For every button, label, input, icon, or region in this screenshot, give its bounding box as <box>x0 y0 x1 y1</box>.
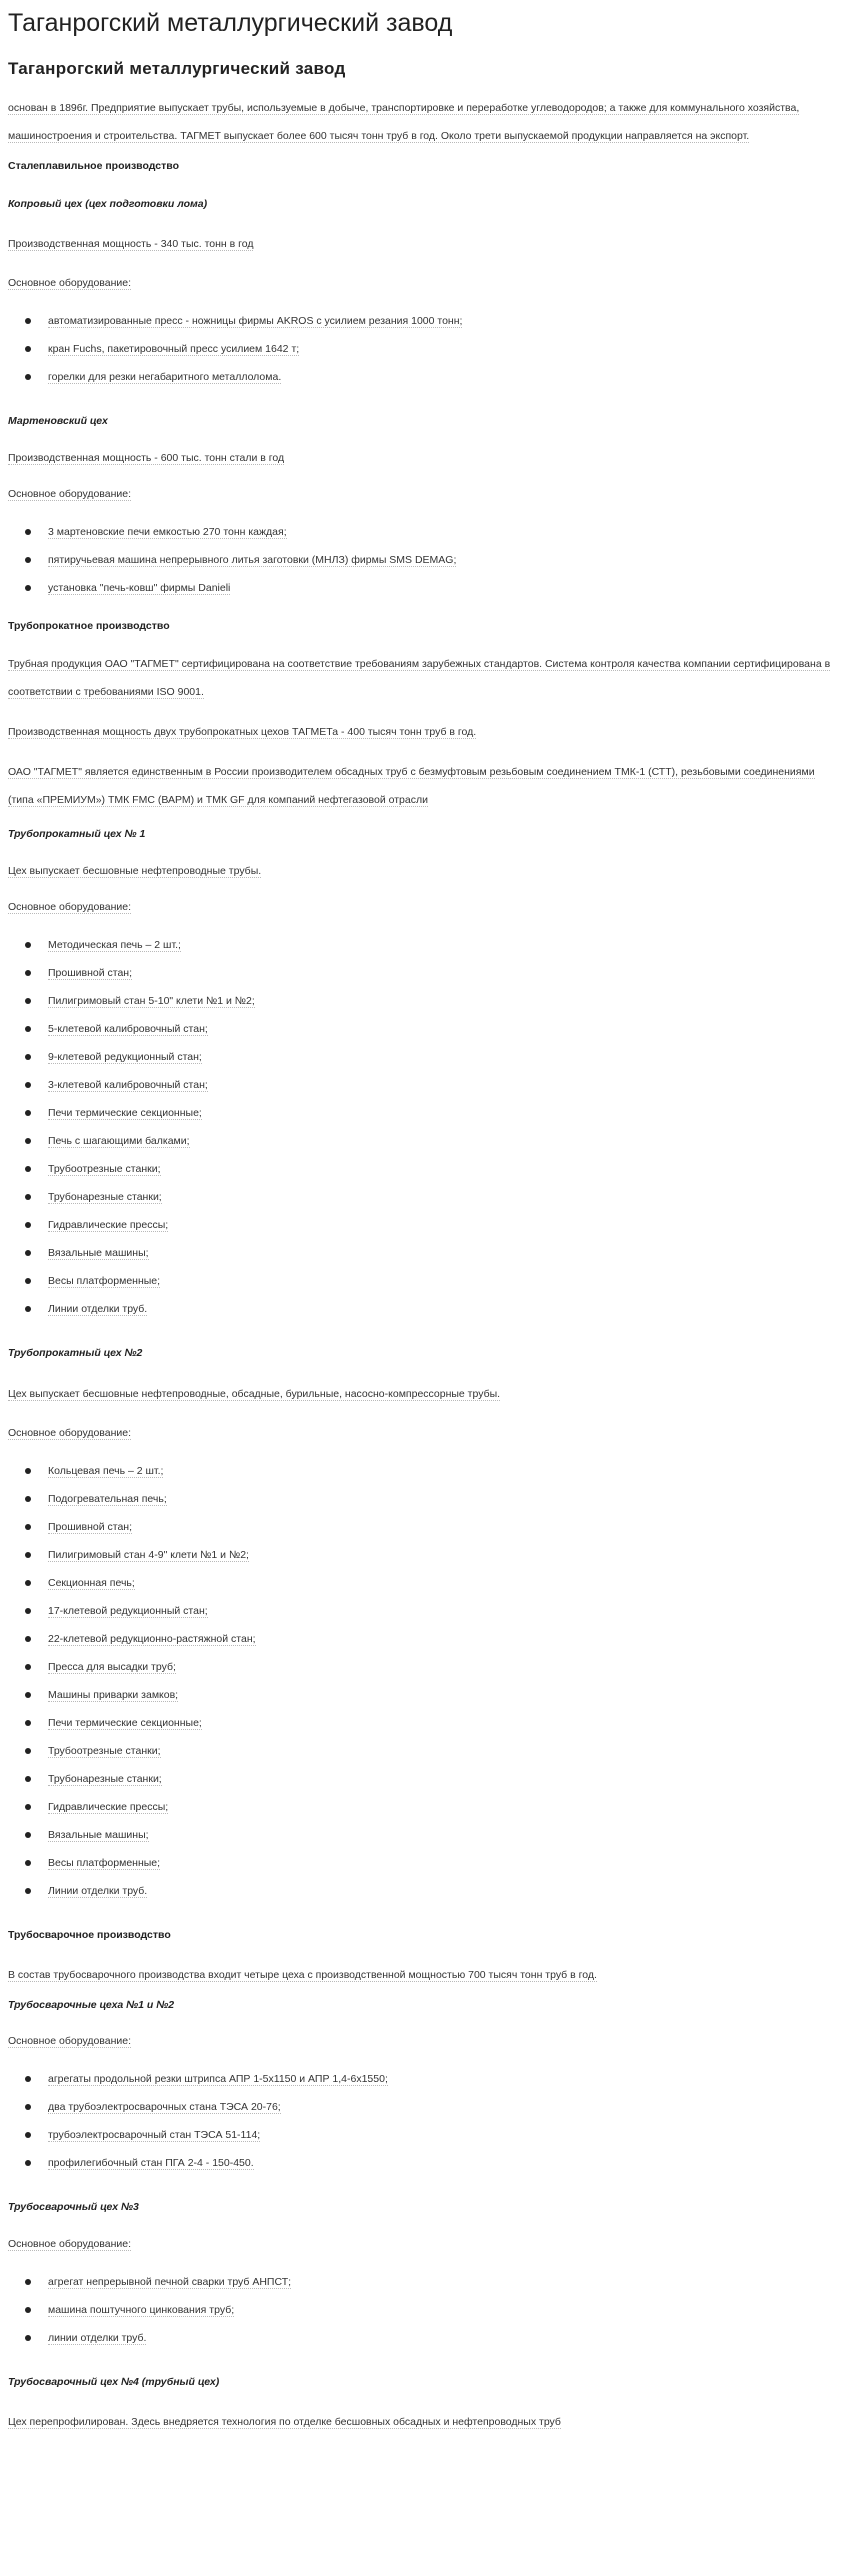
bullet-icon <box>25 346 31 352</box>
bullet-icon <box>25 1166 31 1172</box>
bullet-icon <box>25 2279 31 2285</box>
list-item: Вязальные машины; <box>24 1827 839 1855</box>
bullet-icon <box>25 998 31 1004</box>
equipment-list <box>8 937 839 1329</box>
bullet-icon <box>25 1860 31 1866</box>
list-item: 3-клетевой калибровочный стан; <box>24 1077 839 1105</box>
list-item: два трубоэлектросварочных стана ТЭСА 20-76; <box>24 2099 839 2127</box>
bullet-icon <box>25 1110 31 1116</box>
section-steelmaking <box>8 158 839 608</box>
list-item: Печи термические секционные; <box>24 1105 839 1133</box>
bullet-icon <box>25 1664 31 1670</box>
capacity-paragraph: Производственная мощность двух трубопрокатных цехов ТАГМЕТа - 400 тысяч тонн труб в год. <box>8 726 477 738</box>
list-item: Трубоотрезные станки; <box>24 1161 839 1189</box>
bullet-icon <box>25 1832 31 1838</box>
equipment-list <box>8 524 839 608</box>
capacity-text: Производственная мощность - 600 тыс. тонн стали в год <box>8 452 285 464</box>
workshop-description: Цех выпускает бесшовные нефтепроводные трубы. <box>8 865 262 877</box>
list-item: Гидравлические прессы; <box>24 1217 839 1245</box>
workshop-title: Трубосварочный цех №4 (трубный цех) <box>8 2376 220 2388</box>
section-title: Трубосварочное производство <box>8 1929 171 1941</box>
equipment-list <box>8 1463 839 1911</box>
bullet-icon <box>25 1054 31 1060</box>
list-item: Методическая печь – 2 шт.; <box>24 937 839 965</box>
list-item: Трубонарезные станки; <box>24 1771 839 1799</box>
bullet-icon <box>25 2104 31 2110</box>
list-item: Подогревательная печь; <box>24 1491 839 1519</box>
workshop-description: Цех выпускает бесшовные нефтепроводные, обсадные, бурильные, насосно-компрессорные трубы. <box>8 1388 501 1400</box>
list-item: 3 мартеновские печи емкостью 270 тонн каждая; <box>24 524 839 552</box>
workshop-title: Трубосварочный цех №3 <box>8 2201 139 2213</box>
list-item: 9-клетевой редукционный стан; <box>24 1049 839 1077</box>
bullet-icon <box>25 1496 31 1502</box>
list-item: Машины приварки замков; <box>24 1687 839 1715</box>
welding-overview-paragraph: В состав трубосварочного производства входит четыре цеха с производственной мощностью 700 тысяч тонн труб в год. <box>8 1969 597 1981</box>
bullet-icon <box>25 2160 31 2166</box>
list-item: Печь с шагающими балками; <box>24 1133 839 1161</box>
list-item: 17-клетевой редукционный стан; <box>24 1603 839 1631</box>
bullet-icon <box>25 1524 31 1530</box>
workshop-title: Трубопрокатный цех № 1 <box>8 828 146 840</box>
bullet-icon <box>25 1552 31 1558</box>
equipment-label: Основное оборудование: <box>8 488 132 500</box>
list-item: горелки для резки негабаритного металлолома. <box>24 369 839 397</box>
list-item: Вязальные машины; <box>24 1245 839 1273</box>
workshop-title: Трубосварочные цеха №1 и №2 <box>8 1999 175 2011</box>
connections-paragraph: ОАО "ТАГМЕТ" является единственным в России производителем обсадных труб с безмуфтовым резьбовым соединением ТМК-1 (СТТ), резьбовыми соединениями (типа «ПРЕМИУМ») ТМК FMC (ВАРМ) и ТМК GF для компаний нефтегазовой отрасли <box>8 766 815 806</box>
bullet-icon <box>25 1026 31 1032</box>
list-item: Линии отделки труб. <box>24 1301 839 1329</box>
bullet-icon <box>25 529 31 535</box>
equipment-label: Основное оборудование: <box>8 1427 132 1439</box>
bullet-icon <box>25 1306 31 1312</box>
bullet-icon <box>25 970 31 976</box>
list-item: машина поштучного цинкования труб; <box>24 2302 839 2330</box>
bullet-icon <box>25 1748 31 1754</box>
equipment-list <box>8 2274 839 2358</box>
bullet-icon <box>25 318 31 324</box>
list-item: Трубоотрезные станки; <box>24 1743 839 1771</box>
bullet-icon <box>25 557 31 563</box>
list-item: Весы платформенные; <box>24 1855 839 1883</box>
list-item: 22-клетевой редукционно-растяжной стан; <box>24 1631 839 1659</box>
list-item: профилегибочный стан ПГА 2-4 - 150-450. <box>24 2155 839 2183</box>
capacity-text: Производственная мощность - 340 тыс. тонн в год <box>8 238 254 250</box>
list-item: Печи термические секционные; <box>24 1715 839 1743</box>
bullet-icon <box>25 1222 31 1228</box>
list-item: автоматизированные пресс - ножницы фирмы AKROS с усилием резания 1000 тонн; <box>24 313 839 341</box>
list-item: Прошивной стан; <box>24 1519 839 1547</box>
list-item: Пилигримовый стан 4-9" клети №1 и №2; <box>24 1547 839 1575</box>
list-item: агрегат непрерывной печной сварки труб АНПСТ; <box>24 2274 839 2302</box>
workshop-description: Цех перепрофилирован. Здесь внедряется технология по отделке бесшовных обсадных и нефтепроводных труб <box>8 2416 561 2428</box>
bullet-icon <box>25 374 31 380</box>
list-item: кран Fuchs, пакетировочный пресс усилием 1642 т; <box>24 341 839 369</box>
list-item: Весы платформенные; <box>24 1273 839 1301</box>
bullet-icon <box>25 1082 31 1088</box>
equipment-list <box>8 2071 839 2183</box>
bullet-icon <box>25 1138 31 1144</box>
document-title: Таганрогский металлургический завод <box>8 59 346 78</box>
workshop-title: Мартеновский цех <box>8 415 108 427</box>
list-item: Пилигримовый стан 5-10" клети №1 и №2; <box>24 993 839 1021</box>
section-title: Сталеплавильное производство <box>8 160 180 172</box>
certification-paragraph: Трубная продукция ОАО "ТАГМЕТ" сертифицирована на соответствие требованиям зарубежных стандартов. Система контроля качества компании сертифицирована в соответствии с требованиями ISO 9001. <box>8 658 831 698</box>
bullet-icon <box>25 942 31 948</box>
equipment-list <box>8 313 839 397</box>
list-item: установка "печь-ковш" фирмы Danieli <box>24 580 839 608</box>
workshop-title: Копровый цех (цех подготовки лома) <box>8 198 208 210</box>
bullet-icon <box>25 1636 31 1642</box>
list-item: агрегаты продольной резки штрипса АПР 1-5х1150 и АПР 1,4-6х1550; <box>24 2071 839 2099</box>
equipment-label: Основное оборудование: <box>8 277 132 289</box>
list-item: Прошивной стан; <box>24 965 839 993</box>
bullet-icon <box>25 1468 31 1474</box>
bullet-icon <box>25 2307 31 2313</box>
bullet-icon <box>25 1720 31 1726</box>
bullet-icon <box>25 2335 31 2341</box>
list-item: трубоэлектросварочный стан ТЭСА 51-114; <box>24 2127 839 2155</box>
bullet-icon <box>25 1194 31 1200</box>
workshop-title: Трубопрокатный цех №2 <box>8 1347 143 1359</box>
bullet-icon <box>25 1804 31 1810</box>
bullet-icon <box>25 1776 31 1782</box>
list-item: Линии отделки труб. <box>24 1883 839 1911</box>
bullet-icon <box>25 585 31 591</box>
list-item: Гидравлические прессы; <box>24 1799 839 1827</box>
list-item: пятиручьевая машина непрерывного литья заготовки (МНЛЗ) фирмы SMS DEMAG; <box>24 552 839 580</box>
bullet-icon <box>25 2132 31 2138</box>
list-item: Кольцевая печь – 2 шт.; <box>24 1463 839 1491</box>
bullet-icon <box>25 1888 31 1894</box>
bullet-icon <box>25 1692 31 1698</box>
bullet-icon <box>25 1250 31 1256</box>
bullet-icon <box>25 1608 31 1614</box>
intro-paragraph: основан в 1896г. Предприятие выпускает трубы, используемые в добыче, транспортировке и переработке углеводородов; а также для коммунального хозяйства, машиностроения и строительства. ТАГМЕТ выпускает более 600 тысяч тонн труб в год. Около трети выпускаемой продукции направляется на экспорт. <box>8 102 800 142</box>
bullet-icon <box>25 2076 31 2082</box>
list-item: Трубонарезные станки; <box>24 1189 839 1217</box>
equipment-label: Основное оборудование: <box>8 901 132 913</box>
section-pipe-welding <box>8 1927 839 2430</box>
bullet-icon <box>25 1278 31 1284</box>
equipment-label: Основное оборудование: <box>8 2035 132 2047</box>
list-item: 5-клетевой калибровочный стан; <box>24 1021 839 1049</box>
list-item: линии отделки труб. <box>24 2330 839 2358</box>
bullet-icon <box>25 1580 31 1586</box>
list-item: Секционная печь; <box>24 1575 839 1603</box>
page-title: Таганрогский металлургический завод <box>8 9 453 37</box>
equipment-label: Основное оборудование: <box>8 2238 132 2250</box>
section-pipe-rolling <box>8 618 839 1911</box>
list-item: Пресса для высадки труб; <box>24 1659 839 1687</box>
section-title: Трубопрокатное производство <box>8 620 170 632</box>
